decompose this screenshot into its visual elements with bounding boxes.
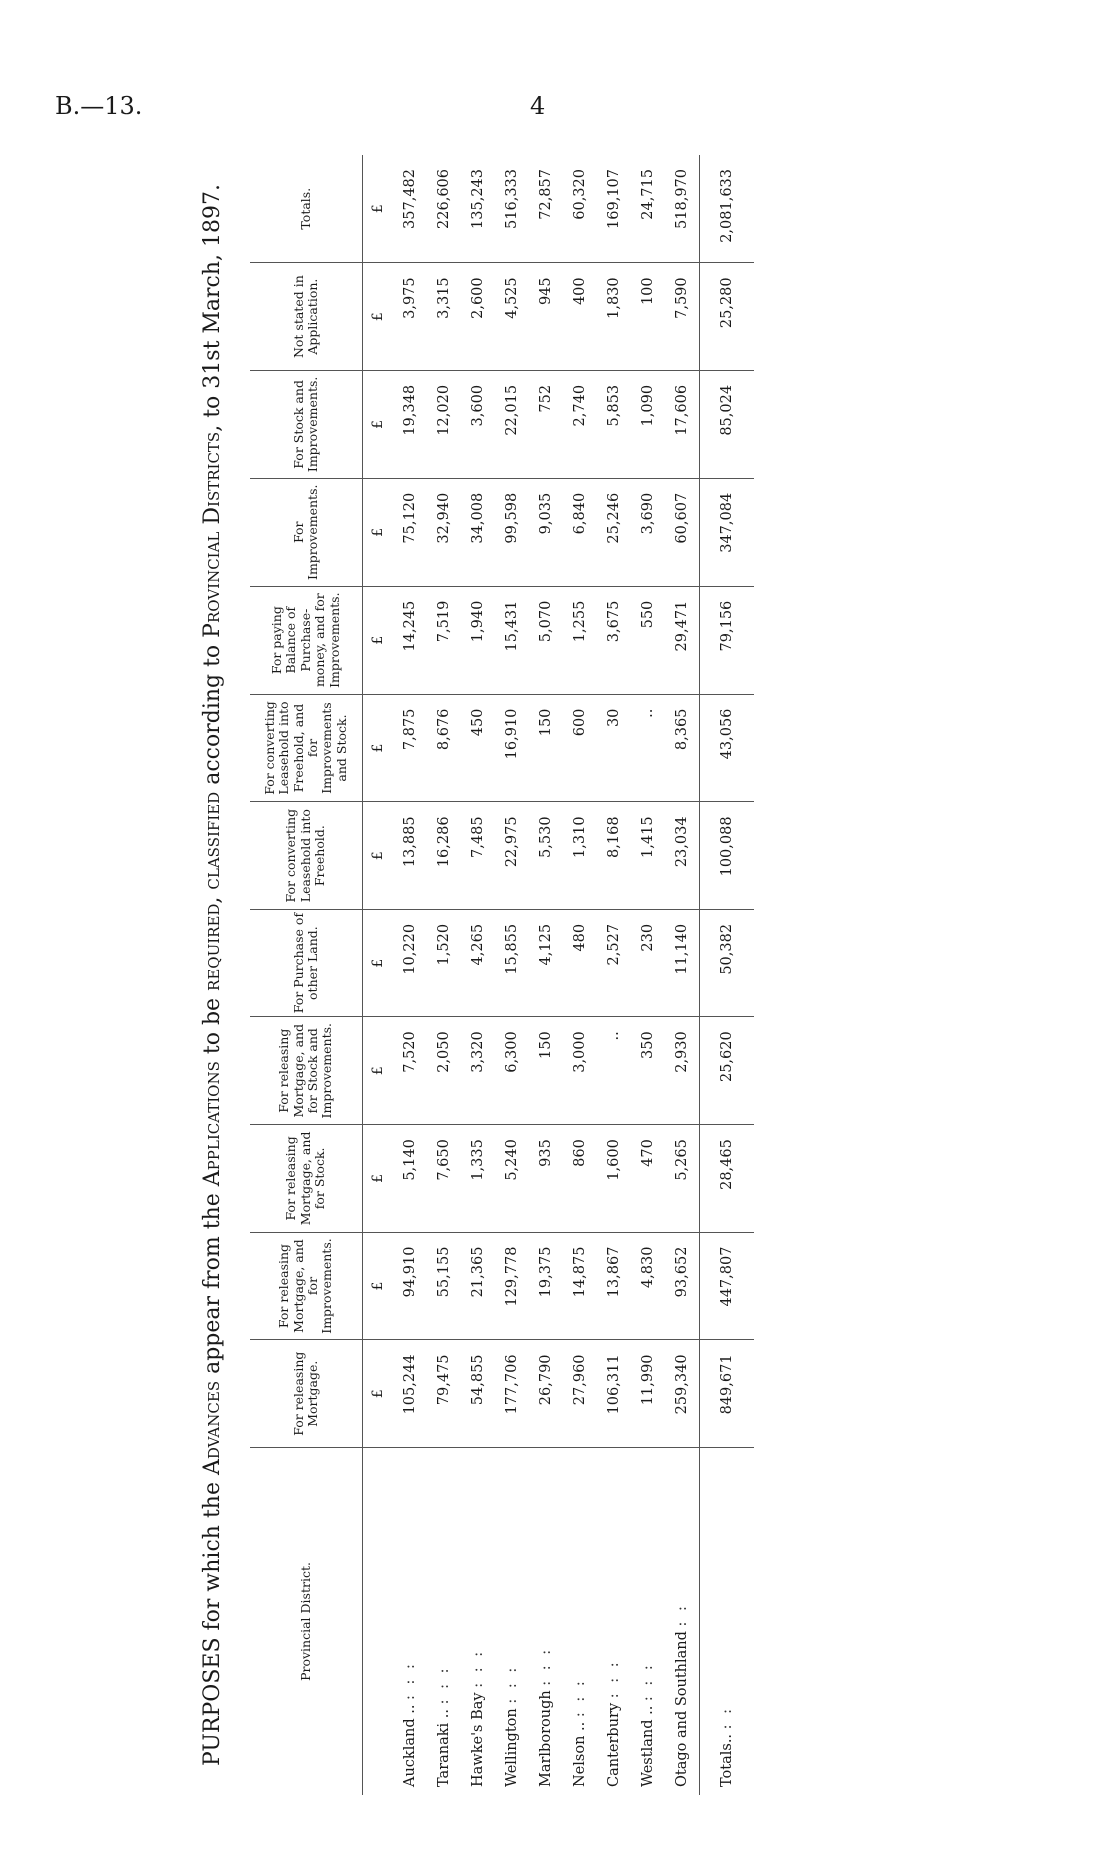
- value-cell: 3,675: [597, 586, 631, 694]
- value-cell: 43,056: [700, 694, 755, 802]
- value-cell: 4,830: [631, 1232, 665, 1340]
- value-cell: 54,855: [461, 1340, 495, 1448]
- table-row: [529, 155, 563, 1795]
- header-row: [250, 155, 363, 1795]
- value-cell: 79,156: [700, 586, 755, 694]
- value-cell: 8,168: [597, 802, 631, 910]
- value-cell: 350: [631, 1017, 665, 1125]
- row-total-cell: 60,320: [563, 155, 597, 263]
- value-cell: 470: [631, 1125, 665, 1232]
- value-cell: 75,120: [393, 478, 427, 586]
- totals-label: Totals..: [719, 1733, 735, 1787]
- value-cell: 105,244: [393, 1340, 427, 1448]
- value-cell: 2,050: [427, 1017, 461, 1125]
- totals-label-cell: [700, 1447, 755, 1795]
- value-cell: 100,088: [700, 802, 755, 910]
- value-cell: 860: [563, 1125, 597, 1232]
- value-cell: 4,525: [495, 263, 529, 371]
- value-cell: 230: [631, 909, 665, 1016]
- leader-dots: : : :: [572, 1678, 588, 1718]
- value-cell: 3,000: [563, 1017, 597, 1125]
- table-row: [665, 155, 700, 1795]
- value-cell: 259,340: [665, 1340, 700, 1448]
- district-name: Wellington: [504, 1708, 520, 1787]
- totals-row: [700, 155, 755, 1795]
- leader-dots: : : :: [470, 1648, 486, 1688]
- value-cell: 1,090: [631, 370, 665, 478]
- leader-dots: : : :: [538, 1646, 554, 1686]
- value-cell: 480: [563, 909, 597, 1016]
- value-cell: 1,600: [597, 1125, 631, 1232]
- value-cell: 7,650: [427, 1125, 461, 1232]
- value-cell: 12,020: [427, 370, 461, 478]
- column-header: For releasing Mortgage, and for Stock.: [250, 1125, 363, 1232]
- value-cell: 30: [597, 694, 631, 802]
- value-cell: 5,070: [529, 586, 563, 694]
- value-cell: 85,024: [700, 370, 755, 478]
- value-cell: 34,008: [461, 478, 495, 586]
- table-row: [495, 155, 529, 1795]
- value-cell: 25,620: [700, 1017, 755, 1125]
- value-cell: 19,375: [529, 1232, 563, 1340]
- value-cell: 15,855: [495, 909, 529, 1016]
- value-cell: 55,155: [427, 1232, 461, 1340]
- unit-cell: £: [363, 694, 394, 802]
- value-cell: 400: [563, 263, 597, 371]
- district-cell: [427, 1447, 461, 1795]
- value-cell: 16,286: [427, 802, 461, 910]
- unit-cell: £: [363, 478, 394, 586]
- value-cell: 3,690: [631, 478, 665, 586]
- unit-cell: £: [363, 802, 394, 910]
- value-cell: 2,527: [597, 909, 631, 1016]
- table-row: [563, 155, 597, 1795]
- value-cell: 450: [461, 694, 495, 802]
- value-cell: ..: [597, 1017, 631, 1125]
- leader-dots: : : :: [606, 1659, 622, 1699]
- value-cell: 5,240: [495, 1125, 529, 1232]
- unit-row: [363, 155, 394, 1795]
- leader-dots: : : :: [402, 1661, 418, 1700]
- value-cell: 3,600: [461, 370, 495, 478]
- district-name: Auckland ..: [402, 1704, 418, 1787]
- value-cell: 25,280: [700, 263, 755, 371]
- value-cell: 79,475: [427, 1340, 461, 1448]
- value-cell: 3,315: [427, 263, 461, 371]
- column-header: For Purchase of other Land.: [250, 909, 363, 1016]
- value-cell: 21,365: [461, 1232, 495, 1340]
- value-cell: 3,320: [461, 1017, 495, 1125]
- value-cell: 17,606: [665, 370, 700, 478]
- value-cell: 25,246: [597, 478, 631, 586]
- value-cell: 106,311: [597, 1340, 631, 1448]
- column-header: Totals.: [250, 155, 363, 263]
- row-total-cell: 135,243: [461, 155, 495, 263]
- value-cell: 6,300: [495, 1017, 529, 1125]
- column-header: For paying Balance of Purchase-money, and for Improvements.: [250, 586, 363, 694]
- value-cell: 8,676: [427, 694, 461, 802]
- district-name: Taranaki ..: [436, 1708, 452, 1787]
- value-cell: 600: [563, 694, 597, 802]
- district-cell: [597, 1447, 631, 1795]
- value-cell: 1,255: [563, 586, 597, 694]
- value-cell: 2,740: [563, 370, 597, 478]
- column-header: For Improvements.: [250, 478, 363, 586]
- value-cell: 4,265: [461, 909, 495, 1016]
- leader-dots: : :: [719, 1705, 735, 1730]
- value-cell: 7,485: [461, 802, 495, 910]
- value-cell: 5,265: [665, 1125, 700, 1232]
- value-cell: 99,598: [495, 478, 529, 586]
- value-cell: 60,607: [665, 478, 700, 586]
- column-header: For releasing Mortgage.: [250, 1340, 363, 1448]
- unit-cell: £: [363, 586, 394, 694]
- value-cell: 29,471: [665, 586, 700, 694]
- purposes-table: [250, 155, 754, 1795]
- value-cell: 13,867: [597, 1232, 631, 1340]
- value-cell: 19,348: [393, 370, 427, 478]
- column-header: Provincial District.: [250, 1447, 363, 1795]
- district-name: Westland ..: [640, 1705, 656, 1787]
- column-header: For releasing Mortgage, and for Improvements.: [250, 1232, 363, 1340]
- value-cell: 150: [529, 1017, 563, 1125]
- value-cell: 2,600: [461, 263, 495, 371]
- value-cell: 5,853: [597, 370, 631, 478]
- value-cell: 177,706: [495, 1340, 529, 1448]
- district-name: Marlborough: [538, 1690, 554, 1787]
- value-cell: 7,519: [427, 586, 461, 694]
- value-cell: 129,778: [495, 1232, 529, 1340]
- value-cell: 11,140: [665, 909, 700, 1016]
- value-cell: 11,990: [631, 1340, 665, 1448]
- district-cell: [631, 1447, 665, 1795]
- value-cell: 5,530: [529, 802, 563, 910]
- value-cell: 1,310: [563, 802, 597, 910]
- value-cell: 22,015: [495, 370, 529, 478]
- table-row: [631, 155, 665, 1795]
- value-cell: 1,520: [427, 909, 461, 1016]
- value-cell: 945: [529, 263, 563, 371]
- value-cell: 150: [529, 694, 563, 802]
- unit-cell: £: [363, 1232, 394, 1340]
- value-cell: 6,840: [563, 478, 597, 586]
- unit-cell: £: [363, 155, 394, 263]
- value-cell: 447,807: [700, 1232, 755, 1340]
- district-name: Nelson ..: [572, 1721, 588, 1787]
- value-cell: 14,245: [393, 586, 427, 694]
- value-cell: 50,382: [700, 909, 755, 1016]
- table-row: [393, 155, 427, 1795]
- page-number: 4: [530, 92, 546, 120]
- row-total-cell: 169,107: [597, 155, 631, 263]
- column-header: For Stock and Improvements.: [250, 370, 363, 478]
- unit-cell: £: [363, 263, 394, 371]
- value-cell: 5,140: [393, 1125, 427, 1232]
- leader-dots: : : :: [504, 1664, 520, 1704]
- value-cell: 13,885: [393, 802, 427, 910]
- leader-dots: : : :: [436, 1665, 452, 1705]
- unit-cell: £: [363, 1125, 394, 1232]
- district-cell: [665, 1447, 700, 1795]
- row-total-cell: 518,970: [665, 155, 700, 263]
- row-total-cell: 72,857: [529, 155, 563, 263]
- value-cell: 347,084: [700, 478, 755, 586]
- value-cell: 100: [631, 263, 665, 371]
- value-cell: 27,960: [563, 1340, 597, 1448]
- value-cell: 28,465: [700, 1125, 755, 1232]
- district-name: Canterbury: [606, 1702, 622, 1787]
- row-total-cell: 24,715: [631, 155, 665, 263]
- value-cell: 26,790: [529, 1340, 563, 1448]
- value-cell: 93,652: [665, 1232, 700, 1340]
- column-header: For converting Leasehold into Freehold.: [250, 802, 363, 910]
- district-cell: [393, 1447, 427, 1795]
- table-row: [461, 155, 495, 1795]
- district-name: Hawke's Bay: [470, 1692, 486, 1787]
- value-cell: 752: [529, 370, 563, 478]
- unit-cell: £: [363, 909, 394, 1016]
- value-cell: 3,975: [393, 263, 427, 371]
- value-cell: 1,940: [461, 586, 495, 694]
- value-cell: 23,034: [665, 802, 700, 910]
- leader-dots: : : :: [640, 1662, 656, 1702]
- table-row: [427, 155, 461, 1795]
- rotated-table-container: [200, 155, 850, 1795]
- row-total-cell: 516,333: [495, 155, 529, 263]
- district-cell: [563, 1447, 597, 1795]
- value-cell: 7,520: [393, 1017, 427, 1125]
- district-cell: [461, 1447, 495, 1795]
- unit-cell-blank: [363, 1447, 394, 1795]
- value-cell: 550: [631, 586, 665, 694]
- district-cell: [529, 1447, 563, 1795]
- row-total-cell: 357,482: [393, 155, 427, 263]
- table-body: [363, 155, 755, 1795]
- unit-cell: £: [363, 1017, 394, 1125]
- table-row: [597, 155, 631, 1795]
- value-cell: 7,875: [393, 694, 427, 802]
- value-cell: 1,830: [597, 263, 631, 371]
- column-header: For converting Leasehold into Freehold, and for Improvements and Stock.: [250, 694, 363, 802]
- value-cell: 32,940: [427, 478, 461, 586]
- value-cell: 1,335: [461, 1125, 495, 1232]
- page-reference: B.—13.: [55, 92, 143, 120]
- value-cell: 9,035: [529, 478, 563, 586]
- district-name: Otago and Southland: [674, 1631, 690, 1787]
- row-total-cell: 226,606: [427, 155, 461, 263]
- value-cell: 16,910: [495, 694, 529, 802]
- column-header: Not stated in Application.: [250, 263, 363, 371]
- value-cell: 15,431: [495, 586, 529, 694]
- value-cell: 8,365: [665, 694, 700, 802]
- leader-dots: : :: [674, 1603, 690, 1627]
- value-cell: 849,671: [700, 1340, 755, 1448]
- value-cell: 7,590: [665, 263, 700, 371]
- value-cell: 22,975: [495, 802, 529, 910]
- value-cell: 935: [529, 1125, 563, 1232]
- column-header: For releasing Mortgage, and for Stock and Improvements.: [250, 1017, 363, 1125]
- value-cell: 10,220: [393, 909, 427, 1016]
- district-cell: [495, 1447, 529, 1795]
- unit-cell: £: [363, 370, 394, 478]
- unit-cell: £: [363, 1340, 394, 1448]
- value-cell: ..: [631, 694, 665, 802]
- value-cell: 94,910: [393, 1232, 427, 1340]
- value-cell: 2,930: [665, 1017, 700, 1125]
- row-total-cell: 2,081,633: [700, 155, 755, 263]
- value-cell: 4,125: [529, 909, 563, 1016]
- table-title: PURPOSES for which the Advances appear from the Applications to be required, classified according to Provincial Districts, to 31st March, 1897.: [200, 183, 225, 1767]
- value-cell: 14,875: [563, 1232, 597, 1340]
- value-cell: 1,415: [631, 802, 665, 910]
